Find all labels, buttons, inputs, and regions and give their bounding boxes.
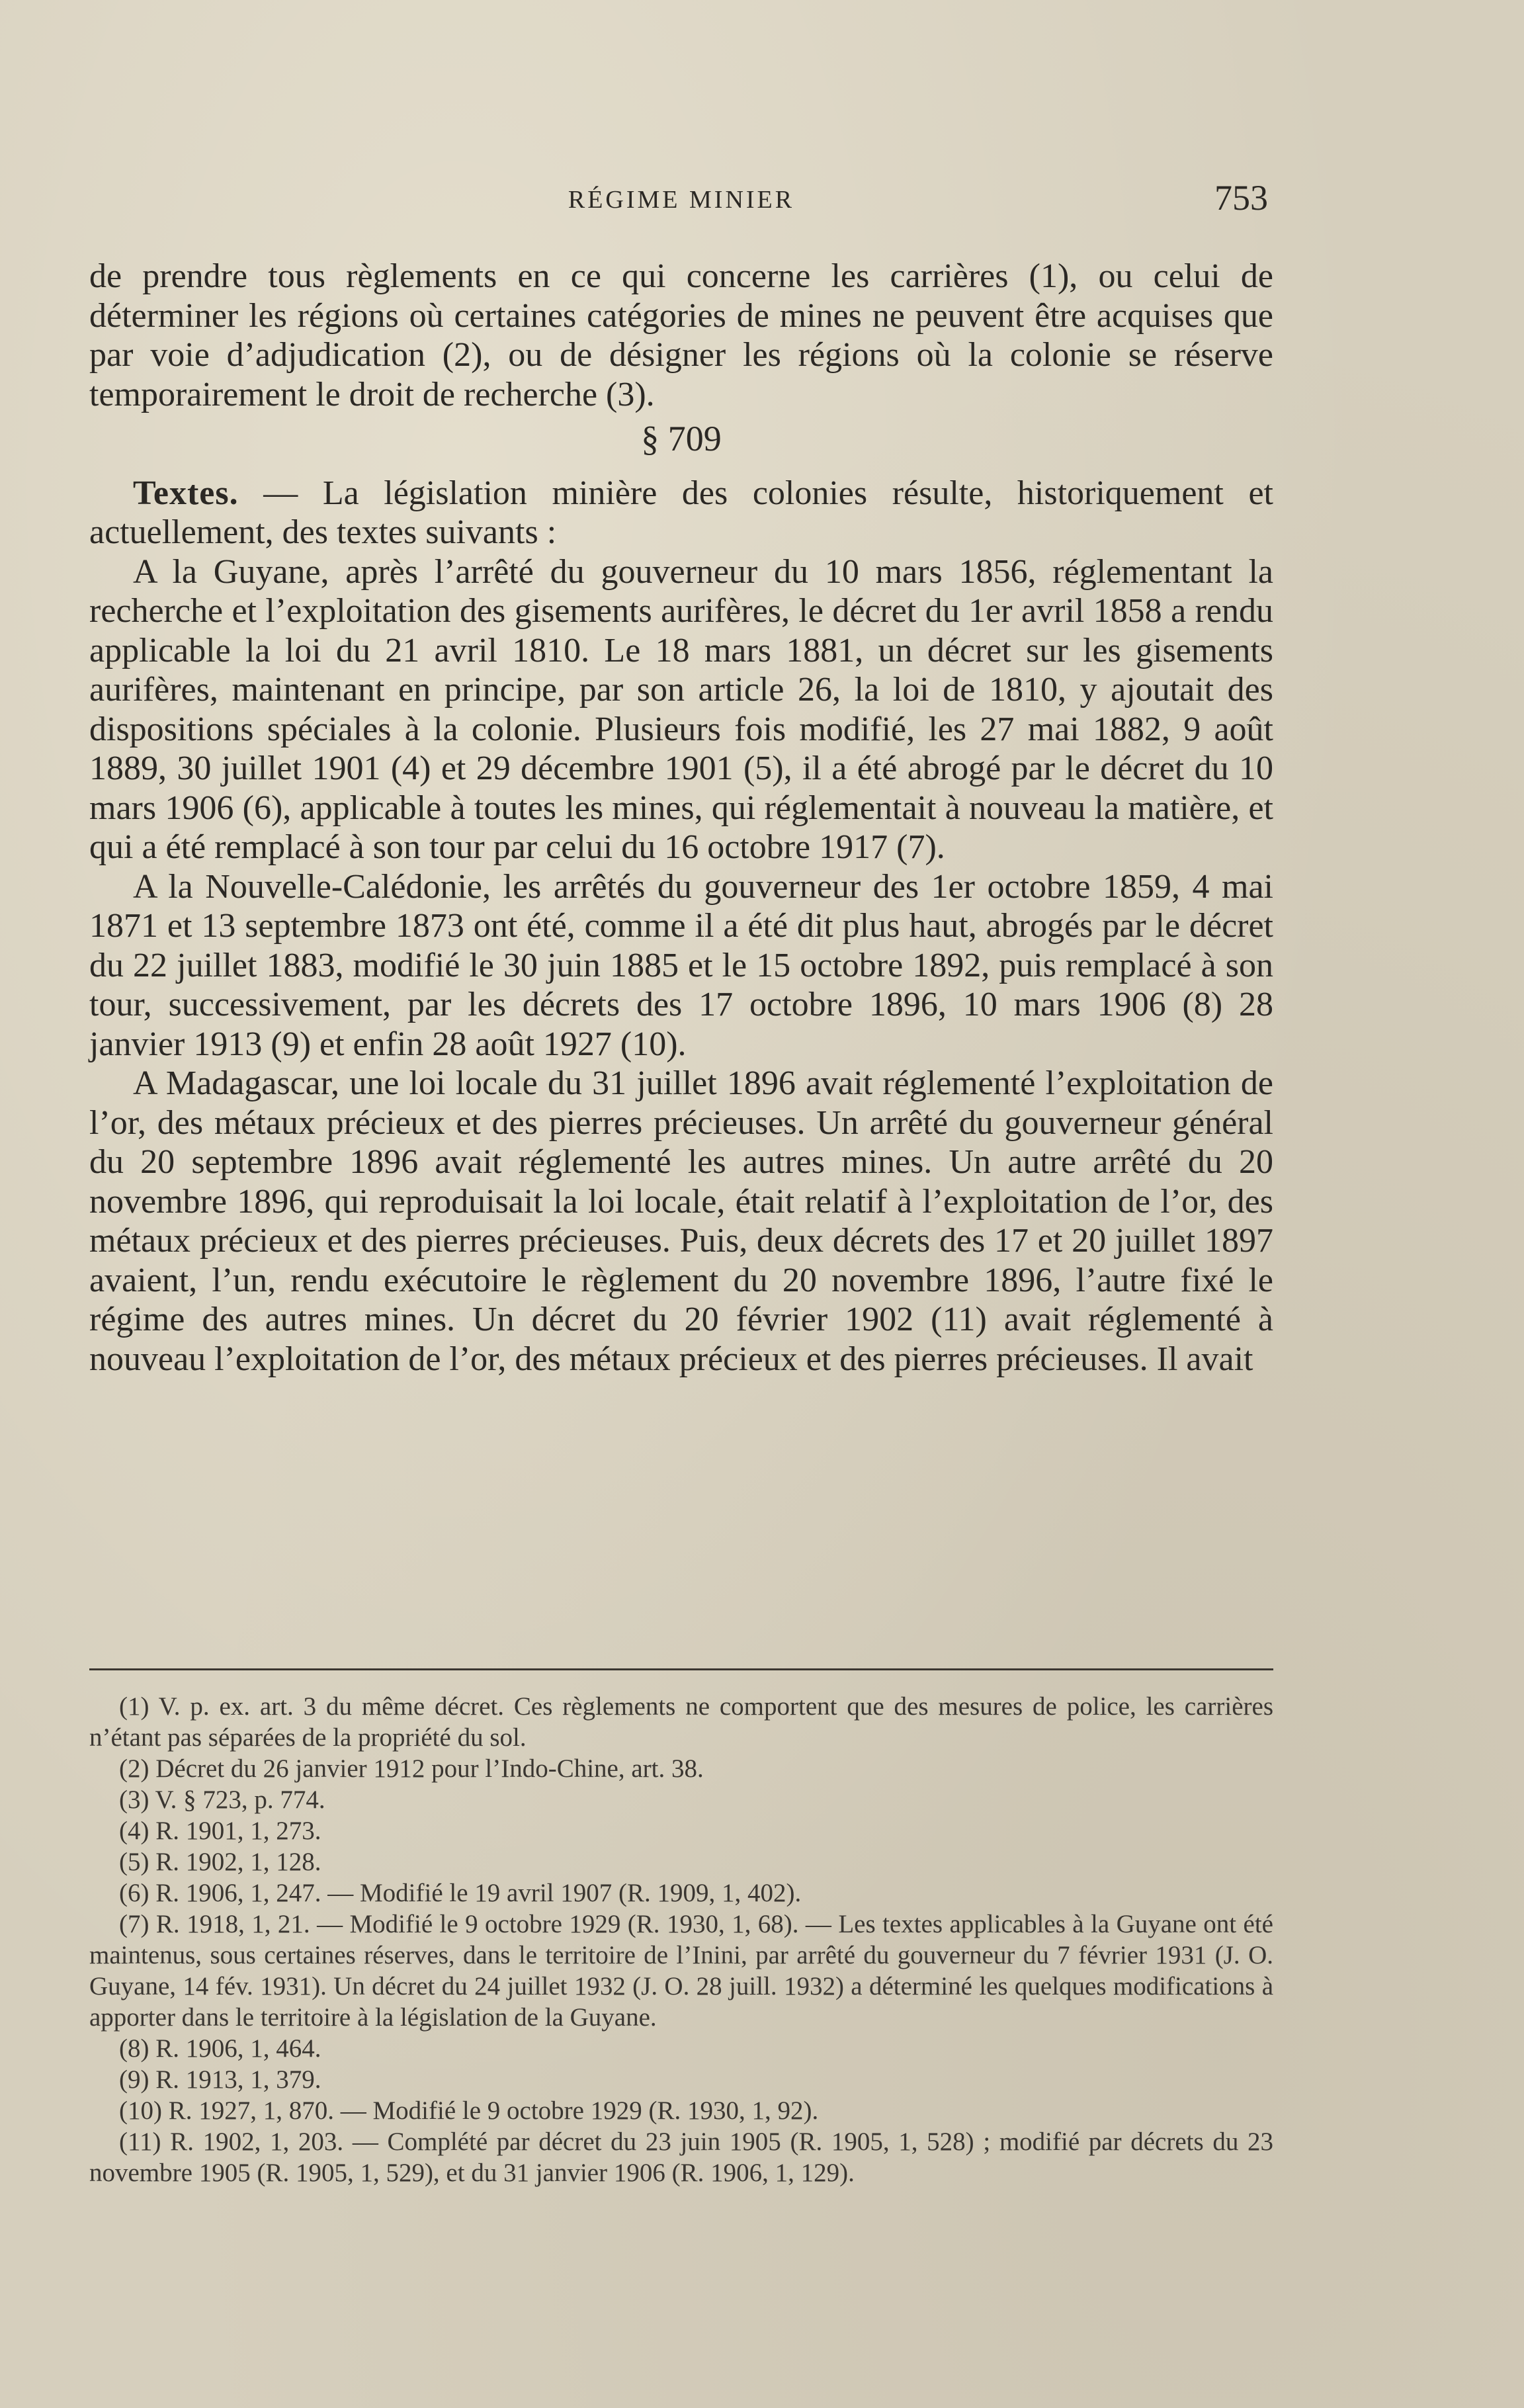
main-text	[89, 257, 1273, 1379]
paragraph-nouvelle-caledonie: A la Nouvelle-Calédonie, les arrêtés du gouverneur des 1er octobre 1859, 4 mai 1871 et 13 septembre 1873 ont été, comme il a été dit plus haut, abrogés par le décret du 22 juillet 1883, modifié le 30 juin 1885 et le 15 octobre 1892, puis remplacé à son tour, successivement, par les décrets des 17 octobre 1896, 10 mars 1906 (8) 28 janvier 1913 (9) et enfin 28 août 1927 (10).	[89, 867, 1273, 1063]
footnote: (10) R. 1927, 1, 870. — Modifié le 9 octobre 1929 (R. 1930, 1, 92).	[119, 2096, 819, 2125]
page-number: 753	[1214, 178, 1268, 218]
paragraph-madagascar: A Madagascar, une loi locale du 31 juillet 1896 avait réglementé l’exploitation de l’or, des métaux précieux et des pierres précieuses. Un arrêté du gouverneur général du 20 septembre 1896 avait réglementé les autres mines. Un autre arrêté du 20 novembre 1896, qui reproduisait la loi locale, était relatif à l’exploitation de l’or, des métaux précieux et des pierres précieuses. Puis, deux décrets des 17 et 20 juillet 1897 avaient, l’un, rendu exécutoire le règlement du 20 novembre 1896, l’autre fixé le régime des autres mines. Un décret du 20 février 1902 (11) avait réglementé à nouveau l’exploitation de l’or, des métaux précieux et des pierres précieuses. Il avait	[89, 1064, 1273, 1378]
paragraph-textes-body: — La législation minière des colonies résulte, historiquement et actuellement, des textes suivants :	[89, 474, 1273, 551]
footnote: (4) R. 1901, 1, 273.	[119, 1817, 321, 1845]
paragraph-guyane: A la Guyane, après l’arrêté du gouverneur du 10 mars 1856, réglementant la recherche et l’exploitation des gisements aurifères, le décret du 1er avril 1858 a rendu applicable la loi du 21 avril 1810. Le 18 mars 1881, un décret sur les gisements aurifères, maintenant en principe, par son article 26, la loi de 1810, y ajoutait des dispositions spéciales à la colonie. Plusieurs fois modifié, les 27 mai 1882, 9 août 1889, 30 juillet 1901 (4) et 29 décembre 1901 (5), il a été abrogé par le décret du 10 mars 1906 (6), applicable à toutes les mines, qui réglementait à nouveau la matière, et qui a été remplacé à son tour par celui du 16 octobre 1917 (7).	[89, 552, 1273, 866]
footnote: (1) V. p. ex. art. 3 du même décret. Ces règlements ne comportent que des mesures de police, les carrières n’étant pas séparées de la propriété du sol.	[89, 1692, 1273, 1752]
section-heading: § 709	[641, 419, 722, 458]
footnote-separator	[89, 1668, 1273, 1670]
footnote: (8) R. 1906, 1, 464.	[119, 2034, 321, 2063]
paragraph-continuation: de prendre tous règlements en ce qui concerne les carrières (1), ou celui de déterminer les régions où certaines catégories de mines ne peuvent être acquises que par voie d’adjudication (2), ou de désigner les régions où la colonie se réserve temporairement le droit de recherche (3).	[89, 257, 1273, 413]
footnote: (6) R. 1906, 1, 247. — Modifié le 19 avril 1907 (R. 1909, 1, 402).	[119, 1879, 802, 1907]
footnote: (5) R. 1902, 1, 128.	[119, 1848, 321, 1876]
footnote: (7) R. 1918, 1, 21. — Modifié le 9 octobre 1929 (R. 1930, 1, 68). — Les textes applicables à la Guyane ont été maintenus, sous certaines réserves, dans le territoire de l’Inini, par arrêté du gouverneur du 7 février 1931 (J. O. Guyane, 14 fév. 1931). Un décret du 24 juillet 1932 (J. O. 28 juill. 1932) a déterminé les quelques modifications à apporter dans le territoire à la législation de la Guyane.	[89, 1910, 1273, 2032]
paragraph-lead: Textes.	[133, 474, 239, 512]
running-title: RÉGIME MINIER	[568, 186, 795, 214]
page-header	[89, 177, 1273, 237]
footnote: (11) R. 1902, 1, 203. — Complété par décret du 23 juin 1905 (R. 1905, 1, 528) ; modifié par décrets du 23 novembre 1905 (R. 1905, 1, 529), et du 31 janvier 1906 (R. 1906, 1, 129).	[89, 2128, 1273, 2187]
footnote: (9) R. 1913, 1, 379.	[119, 2065, 321, 2094]
footnote: (3) V. § 723, p. 774.	[119, 1785, 325, 1814]
footnote: (2) Décret du 26 janvier 1912 pour l’Indo-Chine, art. 38.	[119, 1754, 704, 1783]
footnotes	[89, 1691, 1273, 2188]
paragraph-textes	[89, 474, 1273, 552]
